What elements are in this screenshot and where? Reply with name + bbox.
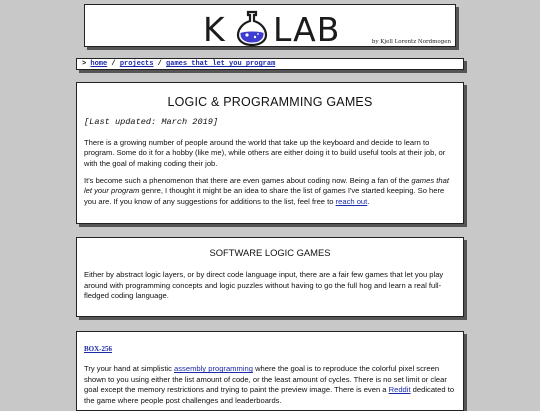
game-title [84,344,456,354]
section-title: SOFTWARE LOGIC GAMES [209,247,331,258]
logo-letter-k: K [203,10,226,49]
reddit-link[interactable]: Reddit [388,385,411,395]
game-text: Try your hand at simplistic [84,364,175,374]
author-byline: by Kjell Lorentz Nordmogen [371,39,451,45]
logo[interactable] [85,8,457,48]
logo-word-lab: LAB [273,10,341,49]
breadcrumb [76,58,464,70]
game-entry-box256 [76,331,464,411]
box256-link[interactable]: BOX-256 [84,345,112,353]
game-text: dedicated to the game where people post challenges and leaderboards. [84,385,455,405]
intro-paragraph-1: There is a growing number of people around the world that take up the keyboard and decide to learn to program. Some do it for a hobby (like me), while others are either doing it to build useful tools at their job, or with the goal of making coding their job. [84,137,446,168]
intro-paragraph-2 [84,176,456,207]
intro-text: . [367,196,370,206]
page-title: LOGIC & PROGRAMMING GAMES [167,95,373,109]
reach-out-link[interactable]: reach out [335,196,368,206]
intro-panel [76,82,464,224]
breadcrumb-projects-link[interactable]: projects [119,60,154,68]
section-paragraph: Either by abstract logic layers, or by direct code language input, there are a fair few games that let you play around with programming concepts and logic puzzles without having to go the full hog and learn a real full-fledged coding language. [84,270,444,301]
game-text: where the goal is to reproduce the colorful pixel screen shown to you using either the list amount of code, or the least amount of cycles. There is no set limit or clear goal except the memory restrictions and trying to paint the preview image. There is even a [84,364,447,395]
software-logic-section [76,237,464,317]
breadcrumb-home-link[interactable]: home [90,60,108,68]
breadcrumb-current-link[interactable]: games that let you program [166,60,276,68]
breadcrumb-prefix: > [82,60,87,68]
last-updated: [Last updated: March 2019] [84,117,219,128]
assembly-programming-link[interactable]: assembly programming [174,364,253,374]
breadcrumb-separator: / [111,60,116,68]
intro-text: It's become such a phenomenon that there are even games about coding now. Being a fan of the [84,176,412,186]
breadcrumb-separator: / [157,60,162,68]
genre-emphasis: games that let your program [84,176,449,196]
site-header [84,4,456,47]
flask-icon [233,9,271,47]
intro-text: genre, I thought it might be an idea to share the list of games I've started keeping. So here you are. If you know of any suggestions for additions to the list, feel free to [84,186,445,206]
game-description [84,364,456,406]
